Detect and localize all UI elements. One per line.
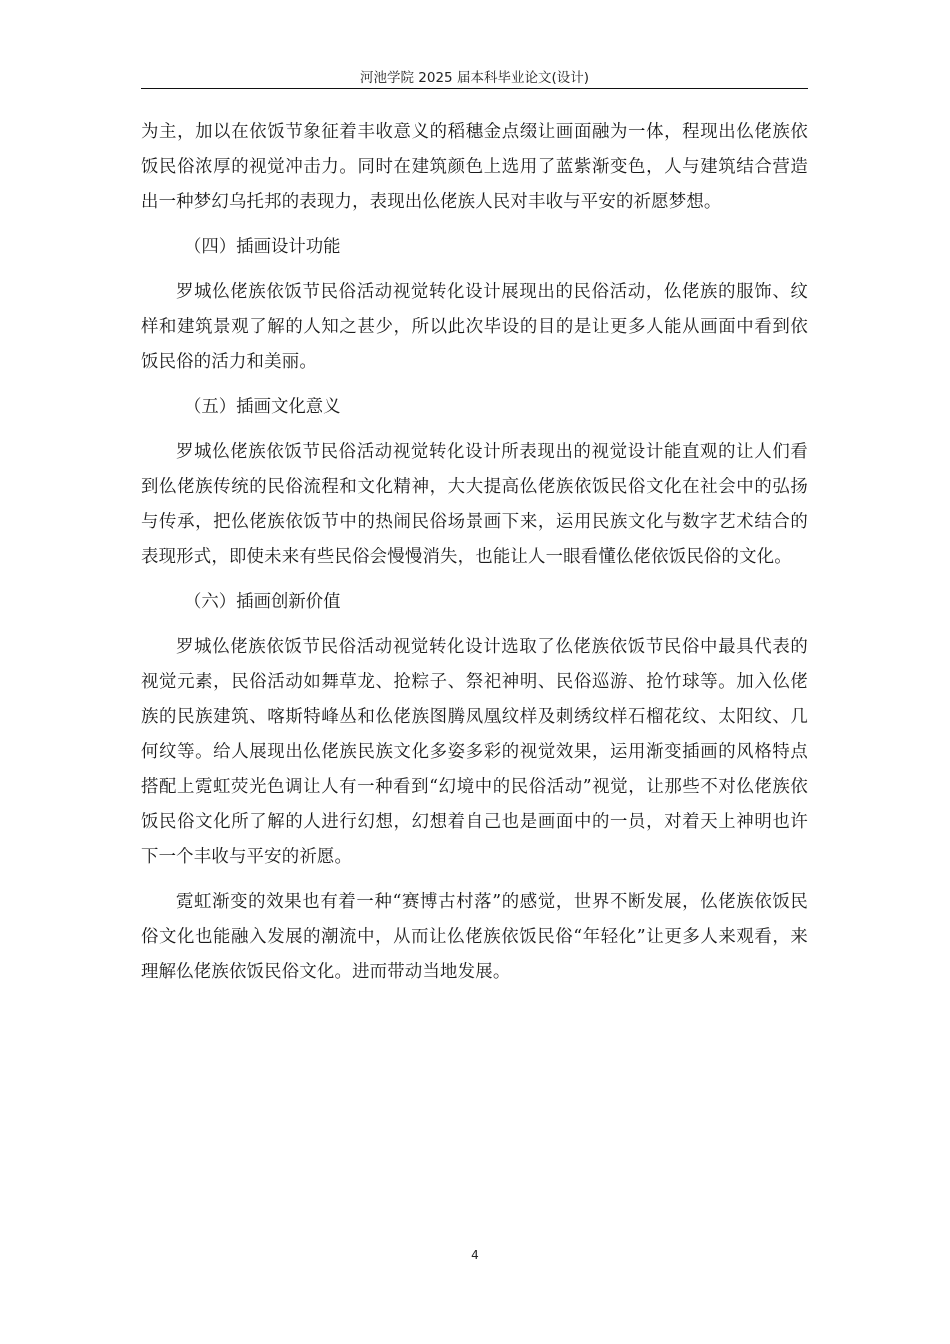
section-heading-4: （四）插画设计功能 [184, 237, 341, 257]
section-heading-6: （六）插画创新价值 [184, 592, 341, 612]
paragraph-cultural-meaning: 罗城仫佬族依饭节民俗活动视觉转化设计所表现出的视觉设计能直观的让人们看到仫佬族传统的民俗流程和文化精神，大大提高仫佬族依饭民俗文化在社会中的弘扬与传承，把仫佬族依饭节中的热闹民俗场景画下来，运用民族文化与数字艺术结合的表现形式，即使未来有些民俗会慢慢消失，也能让人一眼看懂仫佬依饭民俗的文化。 [141, 442, 808, 567]
section-heading-5: （五）插画文化意义 [184, 397, 341, 417]
paragraph-neon-gradient: 霓虹渐变的效果也有着一种“赛博古村落”的感觉，世界不断发展，仫佬族依饭民俗文化也能融入发展的潮流中，从而让仫佬族依饭民俗“年轻化”让更多人来观看，来理解仫佬族依饭民俗文化。进而带动当地发展。 [141, 892, 808, 982]
paragraph-continuation: 为主，加以在依饭节象征着丰收意义的稻穗金点缀让画面融为一体，程现出仫佬族依饭民俗浓厚的视觉冲击力。同时在建筑颜色上选用了蓝紫渐变色，人与建筑结合营造出一种梦幻乌托邦的表现力，表现出仫佬族人民对丰收与平安的祈愿梦想。 [141, 122, 808, 212]
header-divider [141, 88, 808, 89]
paragraph-innovation-value: 罗城仫佬族依饭节民俗活动视觉转化设计选取了仫佬族依饭节民俗中最具代表的视觉元素，民俗活动如舞草龙、抢粽子、祭祀神明、民俗巡游、抢竹球等。加入仫佬族的民族建筑、喀斯特峰丛和仫佬族图腾凤凰纹样及刺绣纹样石榴花纹、太阳纹、几何纹等。给人展现出仫佬族民族文化多姿多彩的视觉效果，运用渐变插画的风格特点搭配上霓虹荧光色调让人有一种看到“幻境中的民俗活动”视觉，让那些不对仫佬族依饭民俗文化所了解的人进行幻想，幻想着自己也是画面中的一员，对着天上神明也许下一个丰收与平安的祈愿。 [141, 637, 808, 867]
document-body [141, 115, 808, 990]
page-number: 4 [471, 1248, 479, 1262]
page-header-title: 河池学院 2025 届本科毕业论文(设计) [360, 70, 589, 86]
paragraph-design-function: 罗城仫佬族依饭节民俗活动视觉转化设计展现出的民俗活动，仫佬族的服饰、纹样和建筑景观了解的人知之甚少，所以此次毕设的目的是让更多人能从画面中看到依饭民俗的活力和美丽。 [141, 282, 808, 372]
